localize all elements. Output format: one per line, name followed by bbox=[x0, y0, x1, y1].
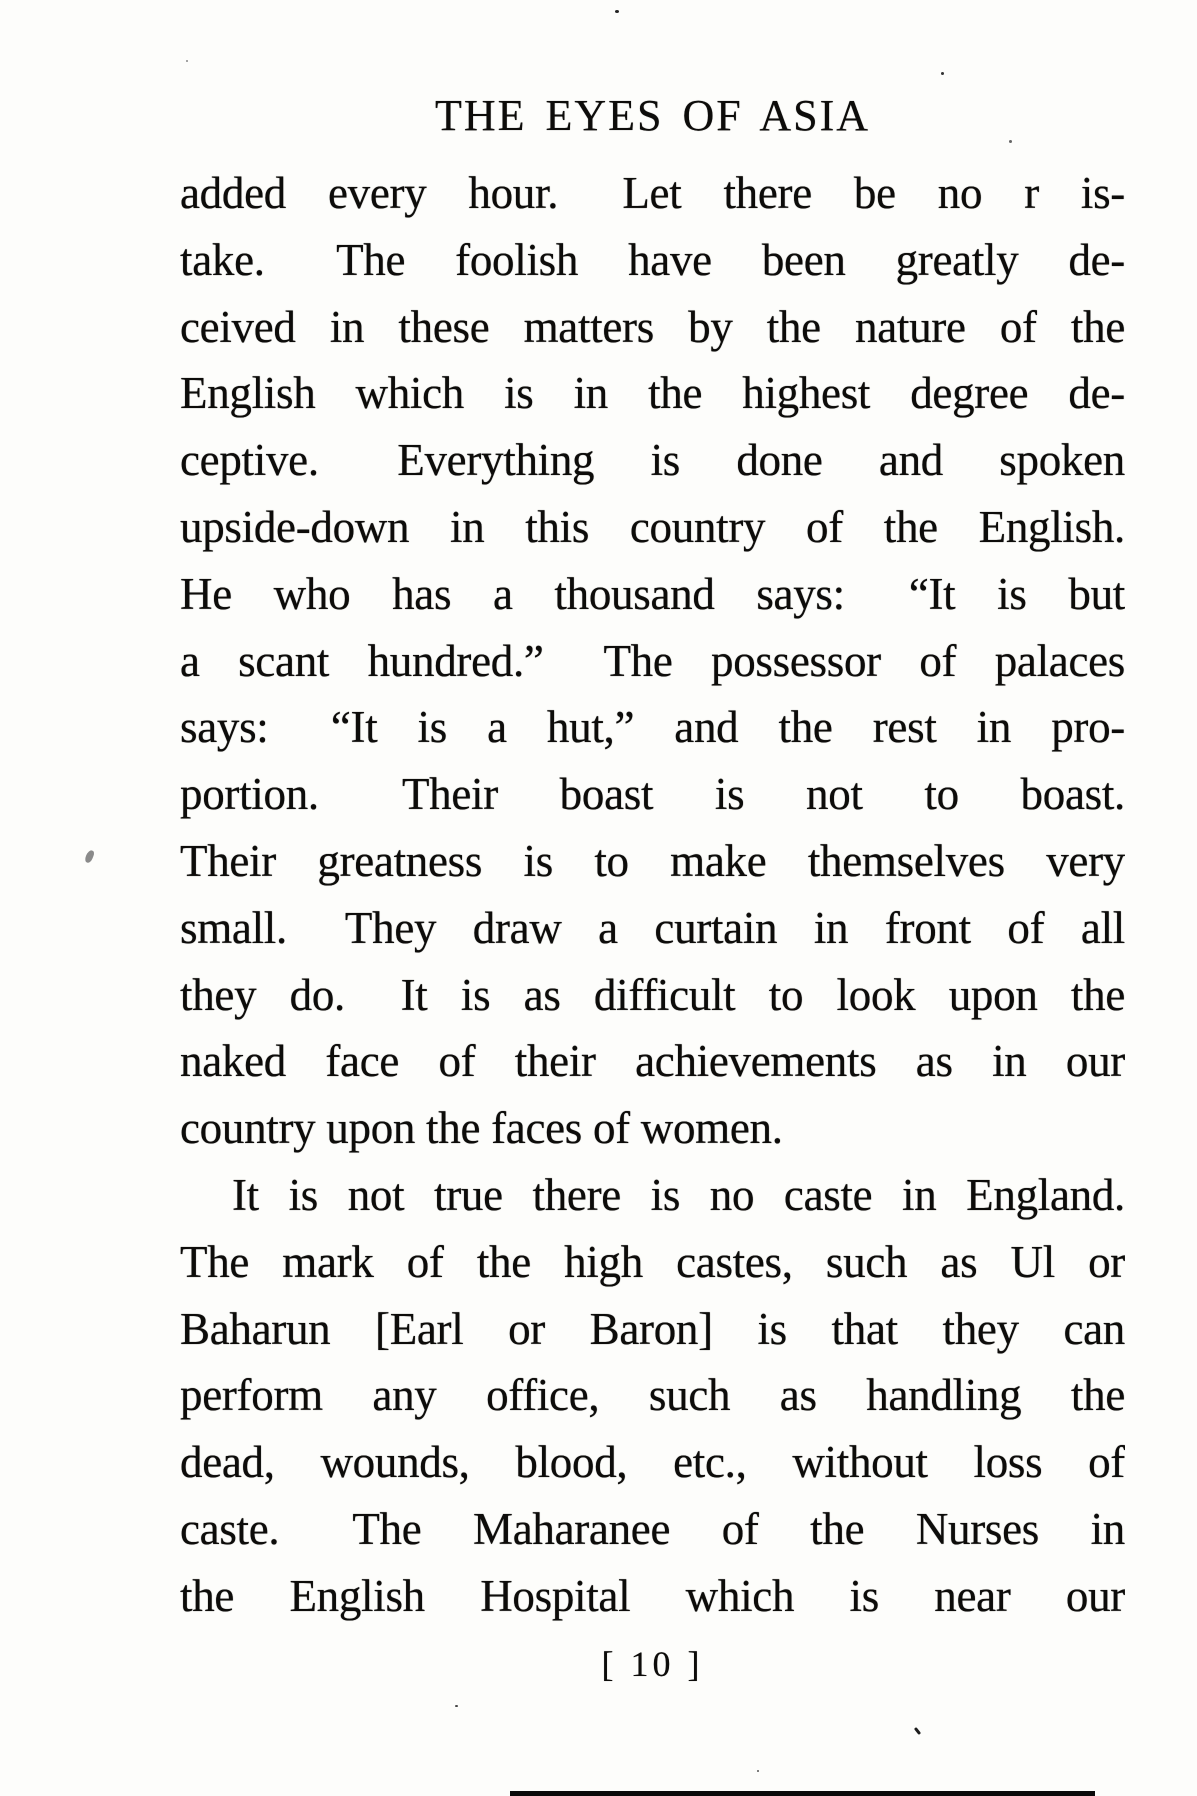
text-line: Their greatness is to make themselves very bbox=[180, 835, 1125, 886]
scan-speck bbox=[941, 72, 944, 75]
scan-speck bbox=[1009, 140, 1012, 143]
text-line: Baharun [Earl or Baron] is that they can bbox=[180, 1303, 1125, 1354]
scan-speck bbox=[186, 60, 188, 62]
scan-speck bbox=[615, 10, 619, 13]
running-head-title: THE EYES OF ASIA bbox=[434, 91, 871, 140]
page-number: [ 10 ] bbox=[601, 1644, 704, 1684]
text-line: portion. Their boast is not to boast. bbox=[180, 769, 1125, 820]
text-line: perform any office, such as handling the bbox=[180, 1370, 1125, 1421]
text-line: says: “It is a hut,” and the rest in pro- bbox=[180, 702, 1125, 753]
text-line: take. The foolish have been greatly de- bbox=[180, 234, 1125, 285]
text-line: naked face of their achievements as in our bbox=[180, 1036, 1125, 1087]
text-line: The mark of the high castes, such as Ul or bbox=[180, 1236, 1125, 1287]
text-line: caste. The Maharanee of the Nurses in bbox=[180, 1503, 1125, 1554]
text-line: He who has a thousand says: “It is but bbox=[180, 568, 1125, 619]
text-line: small. They draw a curtain in front of all bbox=[180, 902, 1125, 953]
text-line: ceived in these matters by the nature of the bbox=[180, 301, 1125, 352]
scan-speck bbox=[757, 1770, 759, 1772]
text-line: English which is in the highest degree de- bbox=[180, 368, 1125, 419]
scan-speck bbox=[914, 1727, 921, 1735]
text-line: added every hour. Let there be no r is- bbox=[180, 168, 1125, 218]
scan-speck bbox=[455, 1705, 458, 1707]
text-line: It is not true there is no caste in England. bbox=[232, 1169, 1125, 1220]
text-line: a scant hundred.” The possessor of palaces bbox=[180, 635, 1125, 686]
body-text bbox=[180, 160, 1125, 1630]
text-line: upside-down in this country of the English. bbox=[180, 501, 1125, 552]
text-line: country upon the faces of women. bbox=[180, 1103, 783, 1154]
text-line: the English Hospital which is near our bbox=[180, 1570, 1125, 1621]
text-line: ceptive. Everything is done and spoken bbox=[180, 435, 1125, 486]
text-line: dead, wounds, blood, etc., without loss of bbox=[180, 1437, 1125, 1488]
scan-speck bbox=[84, 849, 95, 864]
scan-edge-artifact bbox=[510, 1791, 1095, 1796]
text-line: they do. It is as difficult to look upon the bbox=[180, 969, 1125, 1020]
